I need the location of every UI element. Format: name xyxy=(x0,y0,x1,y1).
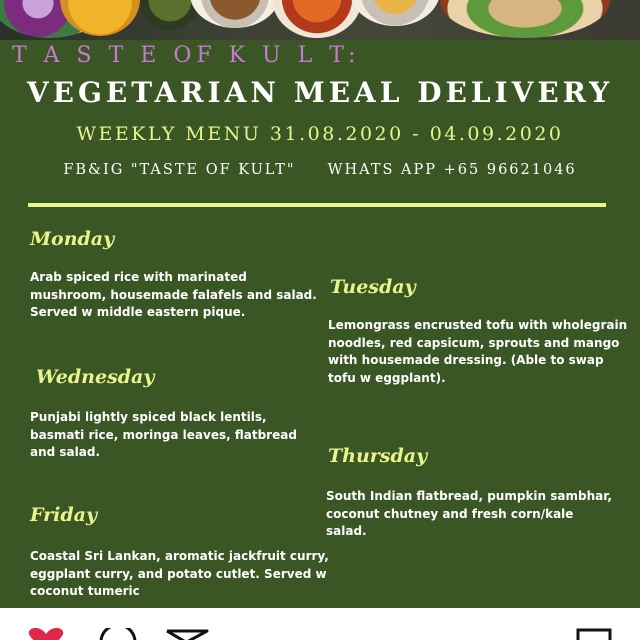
chutney-bowl xyxy=(350,0,440,26)
flatbread-wrap xyxy=(440,0,610,38)
contact-line xyxy=(0,162,640,178)
brand-title: T A S T E OF K U L T: xyxy=(12,43,361,68)
post-action-bar xyxy=(0,608,640,640)
menu-item-thursday: South Indian flatbread, pumpkin sambhar, coconut chutney and fresh corn/kale salad. xyxy=(326,489,612,538)
social-handle: FB&IG "TASTE OF KULT" xyxy=(63,162,296,178)
menu-item-friday: Coastal Sri Lankan, aromatic jackfruit curry, eggplant curry, and potato cutlet. Served w coconut tumeric xyxy=(30,549,329,598)
day-heading-friday: Friday xyxy=(30,504,98,526)
whatsapp-number: WHATS APP +65 96621046 xyxy=(327,162,577,178)
menu-poster xyxy=(0,40,640,608)
menu-item-tuesday: Lemongrass encrusted tofu with wholegrain noodles, red capsicum, sprouts and mango with housemade dressing. (Able to swap tofu w eggplant). xyxy=(328,318,628,385)
divider xyxy=(28,203,606,207)
day-heading-tuesday: Tuesday xyxy=(330,276,416,298)
headline: VEGETARIAN MEAL DELIVERY xyxy=(26,76,614,109)
comment-icon[interactable] xyxy=(98,628,138,640)
bookmark-icon[interactable] xyxy=(576,628,612,640)
share-icon[interactable] xyxy=(164,628,210,640)
weekly-menu-dates: WEEKLY MENU 31.08.2020 - 04.09.2020 xyxy=(76,123,564,145)
food-photo xyxy=(0,0,640,40)
menu-item-monday: Arab spiced rice with marinated mushroom, housemade falafels and salad. Served w middle eastern pique. xyxy=(30,270,317,319)
heart-icon[interactable] xyxy=(24,628,68,640)
day-heading-monday: Monday xyxy=(30,228,115,250)
greens-dish xyxy=(140,0,200,30)
menu-item-wednesday: Punjabi lightly spiced black lentils, basmati rice, moringa leaves, flatbread and salad. xyxy=(30,410,297,459)
sauce-bowl xyxy=(190,0,280,28)
curry-bowl xyxy=(272,0,362,38)
day-heading-wednesday: Wednesday xyxy=(36,366,155,388)
day-heading-thursday: Thursday xyxy=(328,445,428,467)
